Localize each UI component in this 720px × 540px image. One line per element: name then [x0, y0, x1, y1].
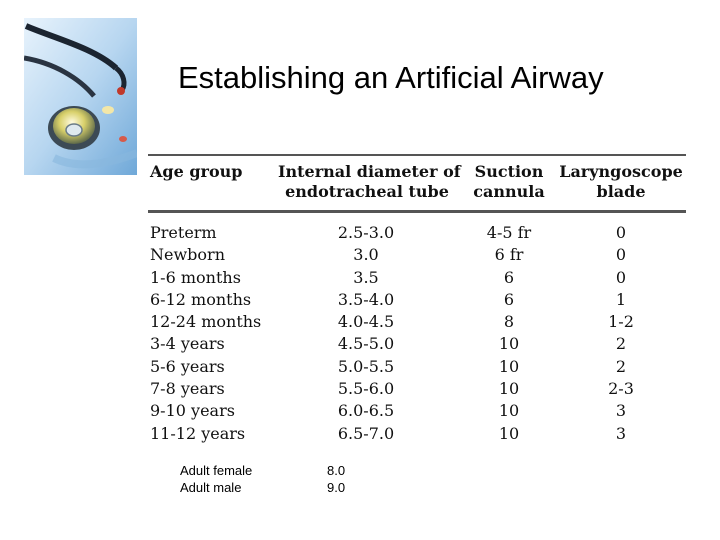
diameter-cell: 5.5-6.0 [337, 379, 395, 399]
table-row [146, 311, 688, 333]
blade-cell: 3 [615, 401, 627, 421]
age-group-cell: 3-4 years [150, 334, 225, 354]
airway-size-table [146, 152, 688, 446]
table-row [146, 400, 688, 422]
blade-cell: 0 [615, 245, 627, 265]
age-group-cell: 5-6 years [150, 356, 225, 376]
suction-cell: 6 fr [494, 245, 524, 265]
diameter-cell: 3.0 [353, 245, 379, 265]
diameter-cell: 6.0-6.5 [337, 401, 395, 421]
table-header-rule [148, 210, 686, 213]
suction-cell: 8 [503, 312, 515, 332]
suction-cell: 10 [498, 379, 520, 399]
slide-title: Establishing an Artificial Airway [178, 60, 604, 95]
stethoscope-icon [24, 18, 137, 175]
table-top-rule [148, 154, 686, 156]
age-group-cell: 12-24 months [150, 312, 262, 332]
diameter-cell: 4.5-5.0 [337, 334, 395, 354]
diameter-cell: 3.5 [353, 267, 379, 287]
blade-cell: 3 [615, 423, 627, 443]
adult-label: Adult female [180, 463, 253, 478]
diameter-cell: 3.5-4.0 [337, 289, 395, 309]
table-body [146, 222, 688, 445]
diameter-cell: 2.5-3.0 [337, 223, 395, 242]
stethoscope-photo [24, 18, 137, 175]
adult-row [180, 479, 345, 496]
table-row [146, 423, 688, 445]
adult-value: 9.0 [327, 480, 346, 495]
suction-cell: 6 [503, 267, 515, 287]
age-group-cell: 6-12 months [150, 289, 252, 309]
table-row [146, 378, 688, 400]
diameter-cell: 5.0-5.5 [337, 356, 395, 376]
blade-cell: 2-3 [608, 379, 634, 399]
adult-row [180, 462, 345, 479]
adult-value: 8.0 [327, 463, 346, 478]
suction-cell: 6 [503, 289, 515, 309]
suction-cell: 10 [498, 401, 520, 421]
blade-cell: 2 [615, 356, 627, 376]
age-group-cell: Newborn [150, 245, 225, 265]
suction-cell: 10 [498, 356, 520, 376]
age-group-cell: 1-6 months [150, 267, 241, 287]
adult-sizes [180, 462, 345, 496]
header-laryngoscope-blade: Laryngoscope blade [559, 162, 683, 201]
blade-cell: 1 [615, 289, 627, 309]
age-group-cell: 7-8 years [150, 379, 225, 399]
blade-cell: 0 [615, 267, 627, 287]
blade-cell: 2 [615, 334, 627, 354]
adult-label: Adult male [180, 480, 242, 495]
suction-cell: 10 [498, 423, 520, 443]
age-group-cell: Preterm [150, 223, 217, 242]
table-row [146, 222, 688, 244]
age-group-cell: 9-10 years [150, 401, 235, 421]
diameter-cell: 6.5-7.0 [337, 423, 395, 443]
diameter-cell: 4.0-4.5 [337, 312, 395, 332]
header-internal-diameter: Internal diameter of endotracheal tube [278, 162, 461, 201]
table-row [146, 289, 688, 311]
blade-cell: 0 [615, 223, 627, 242]
table-row [146, 333, 688, 355]
table-row [146, 267, 688, 289]
table-row [146, 356, 688, 378]
suction-cell: 10 [498, 334, 520, 354]
header-suction-cannula: Suction cannula [473, 162, 545, 201]
table-row [146, 244, 688, 266]
blade-cell: 1-2 [608, 312, 634, 332]
age-group-cell: 11-12 years [150, 423, 246, 443]
header-age-group: Age group [150, 162, 243, 181]
suction-cell: 4-5 fr [486, 223, 532, 242]
